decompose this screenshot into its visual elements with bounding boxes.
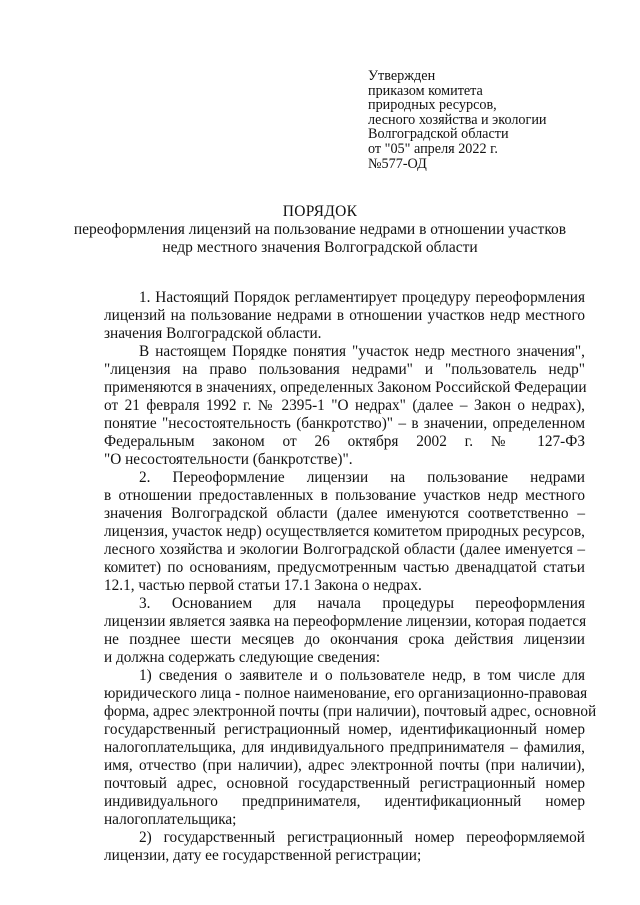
approval-line: Утвержден xyxy=(368,68,436,84)
body-line: "О несостоятельности (банкротстве)". xyxy=(104,451,353,468)
body-line: лицензии, дату ее государственной регистрации; xyxy=(104,847,422,864)
body-line: лицензий на пользование недрами в отношении участков недр местного xyxy=(104,307,585,324)
body-line: лицензия, участок недр) осуществляется комитетом природных ресурсов, xyxy=(104,523,585,540)
body-line: почтовый адрес, основной государственный регистрационный номер xyxy=(104,775,585,792)
body-line: 12.1, частью первой статьи 17.1 Закона о недрах. xyxy=(104,577,422,594)
approval-line: приказом комитета xyxy=(368,82,483,99)
approval-stamp xyxy=(368,69,547,171)
body-line: В настоящем Порядке понятия "участок недр местного значения", xyxy=(139,343,585,360)
approval-line: Волгоградской области xyxy=(368,126,509,143)
body-line: налогоплательщика; xyxy=(104,811,237,828)
subtitle-line: переоформления лицензий на пользование недрами в отношении участков xyxy=(73,221,567,238)
approval-line: №577-ОД xyxy=(368,155,427,172)
document-title: ПОРЯДОК xyxy=(282,203,358,220)
body-line: форма, адрес электронной почты (при наличии), почтовый адрес, основной xyxy=(104,703,597,720)
body-line: лесного хозяйства и экологии Волгоградской области (далее именуется – xyxy=(104,541,585,558)
body-line: налогоплательщика, для индивидуального предпринимателя – фамилия, xyxy=(104,739,585,756)
body-line: значения Волгоградской области (далее именуются соответственно – xyxy=(104,505,585,522)
body-line: "лицензия на право пользования недрами" и "пользователь недр" xyxy=(104,361,585,378)
approval-line: природных ресурсов, xyxy=(368,97,497,114)
body-line: индивидуального предпринимателя, идентификационный номер xyxy=(104,793,585,810)
body-line: и должна содержать следующие сведения: xyxy=(104,649,381,666)
body-line: государственный регистрационный номер, идентификационный номер xyxy=(104,721,585,738)
subtitle-line: недр местного значения Волгоградской области xyxy=(162,239,478,256)
body-line: комитет) по основаниям, предусмотренным частью двенадцатой статьи xyxy=(104,559,585,576)
body-line: 1. Настоящий Порядок регламентирует процедуру переоформления xyxy=(139,289,585,306)
document-subtitle xyxy=(60,221,580,257)
body-line: применяются в значениях, определенных Законом Российской Федерации xyxy=(104,379,587,396)
body-line: юридического лица - полное наименование, его организационно-правовая xyxy=(104,685,588,702)
body-line: имя, отчество (при наличии), адрес электронной почты (при наличии), xyxy=(104,757,585,774)
approval-line: от "05" апреля 2022 г. xyxy=(368,140,498,157)
body-line: 2. Переоформление лицензии на пользование недрами xyxy=(139,469,585,486)
body-line: 1) сведения о заявителе и о пользователе недр, в том числе для xyxy=(139,667,585,684)
body-line: 2) государственный регистрационный номер переоформляемой xyxy=(139,829,585,846)
body-line: 3. Основанием для начала процедуры переоформления xyxy=(139,595,585,612)
body-line: в отношении предоставленных в пользование участков недр местного xyxy=(104,487,585,504)
body-line: не позднее шести месяцев до окончания срока действия лицензии xyxy=(104,631,585,648)
body-line: понятие "несостоятельность (банкротство)" – в значении, определенном xyxy=(104,415,585,432)
approval-line: лесного хозяйства и экологии xyxy=(368,111,547,128)
body-line: лицензии является заявка на переоформление лицензии, которая подается xyxy=(104,613,587,630)
body-line: Федеральным законом от 26 октября 2002 г. № 127-ФЗ xyxy=(104,433,585,450)
body-line: от 21 февраля 1992 г. № 2395-1 "О недрах" (далее – Закон о недрах), xyxy=(104,397,585,414)
body-line: значения Волгоградской области. xyxy=(104,325,322,342)
